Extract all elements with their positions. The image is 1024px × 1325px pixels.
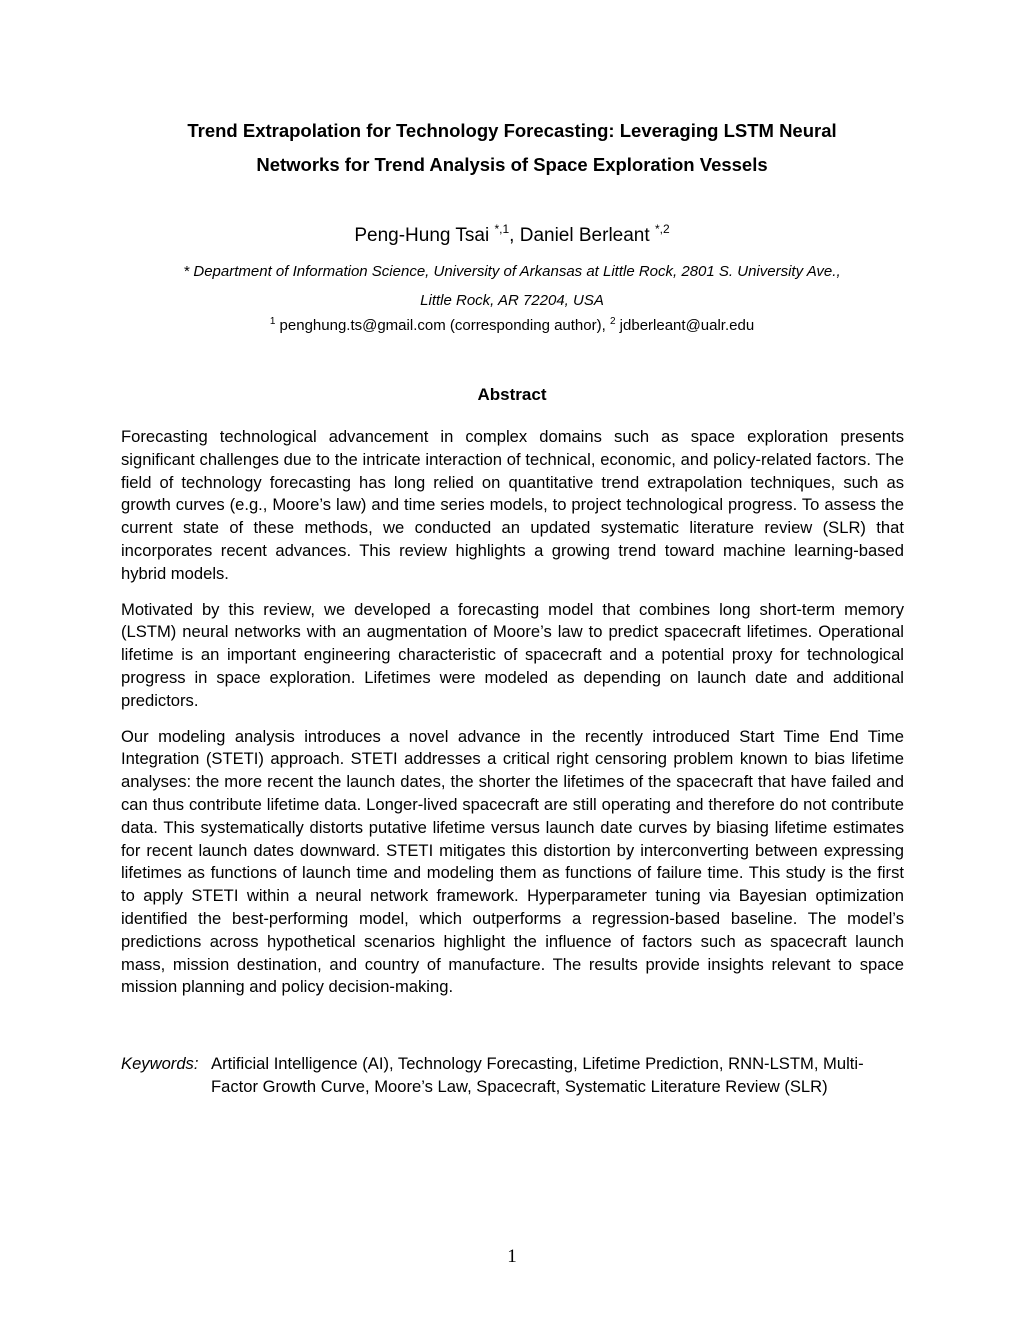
email-2: jdberleant@ualr.edu bbox=[615, 317, 755, 334]
author-2-marks: *,2 bbox=[654, 222, 670, 236]
abstract-paragraph-2: Motivated by this review, we developed a forecasting model that combines long short-term memory (LSTM) neural networks with an augmentation of Moore’s law to predict spacecraft lifetimes. Operational lifetime is an important engineering characteristic of spacecraft and a potential proxy for technological progress in space exploration. Lifetimes were modeled as depending on launch date and additional predictors. bbox=[121, 599, 904, 710]
author-emails bbox=[100, 313, 924, 339]
title-line-2: Networks for Trend Analysis of Space Exploration Vessels bbox=[256, 154, 768, 175]
abstract-paragraph-3: Our modeling analysis introduces a novel advance in the recently introduced Start Time End Time Integration (STETI) approach. STETI addresses a critical right censoring problem known to bias lifetime analyses: the more recent the launch dates, the shorter the lifetimes of the spacecraft that have failed and can thus contribute lifetime data. Longer-lived spacecraft are still operating and therefore do not contribute data. This systematically distorts putative lifetime versus launch date curves by biasing lifetime estimates for recent launch dates downward. STETI mitigates this distortion by interconverting between expressing lifetimes as functions of launch time and modeling them as functions of failure time. This study is the first to apply STETI within a neural network framework. Hyperparameter tuning via Bayesian optimization identified the best-performing model, which outperforms a regression-based baseline. The model’s predictions across hypothetical scenarios highlight the influence of factors such as spacecraft launch mass, mission destination, and country of manufacture. The results provide insights relevant to space mission planning and policy decision-making. bbox=[121, 726, 904, 997]
author-1-marks: *,1 bbox=[494, 222, 510, 236]
email-2-mark: 2 bbox=[609, 316, 616, 327]
affiliation-line-2: Little Rock, AR 72204, USA bbox=[420, 292, 604, 309]
title-line-1: Trend Extrapolation for Technology Forecasting: Leveraging LSTM Neural bbox=[187, 120, 837, 141]
abstract-body bbox=[121, 426, 904, 1012]
page-number: 1 bbox=[507, 1246, 517, 1267]
paper-title bbox=[100, 114, 924, 182]
author-2-name: Daniel Berleant bbox=[519, 225, 655, 246]
keywords-label: Keywords: bbox=[121, 1054, 199, 1073]
author-1-name: Peng-Hung Tsai bbox=[354, 225, 495, 246]
email-1: penghung.ts@gmail.com (corresponding author), bbox=[275, 317, 610, 334]
affiliation-line-1: * Department of Information Science, University of Arkansas at Little Rock, 2801 S. University Ave., bbox=[183, 263, 841, 280]
abstract-heading: Abstract bbox=[477, 385, 547, 404]
keywords bbox=[121, 1053, 904, 1099]
author-list bbox=[100, 223, 924, 249]
keywords-text: Artificial Intelligence (AI), Technology Forecasting, Lifetime Prediction, RNN-LSTM, Multi-Factor Growth Curve, Moore’s Law, Spacecraft, Systematic Literature Review (SLR) bbox=[211, 1054, 864, 1096]
author-separator: , bbox=[509, 225, 520, 246]
email-1-mark: 1 bbox=[269, 316, 276, 327]
affiliation bbox=[100, 257, 924, 315]
abstract-paragraph-1: Forecasting technological advancement in complex domains such as space exploration presents significant challenges due to the intricate interaction of technical, economic, and policy-related factors. The field of technology forecasting has long relied on quantitative trend extrapolation techniques, such as growth curves (e.g., Moore’s law) and time series models, to project technological progress. To assess the current state of these methods, we conducted an updated systematic literature review (SLR) that incorporates recent advances. This review highlights a growing trend toward machine learning-based hybrid models. bbox=[121, 427, 904, 583]
